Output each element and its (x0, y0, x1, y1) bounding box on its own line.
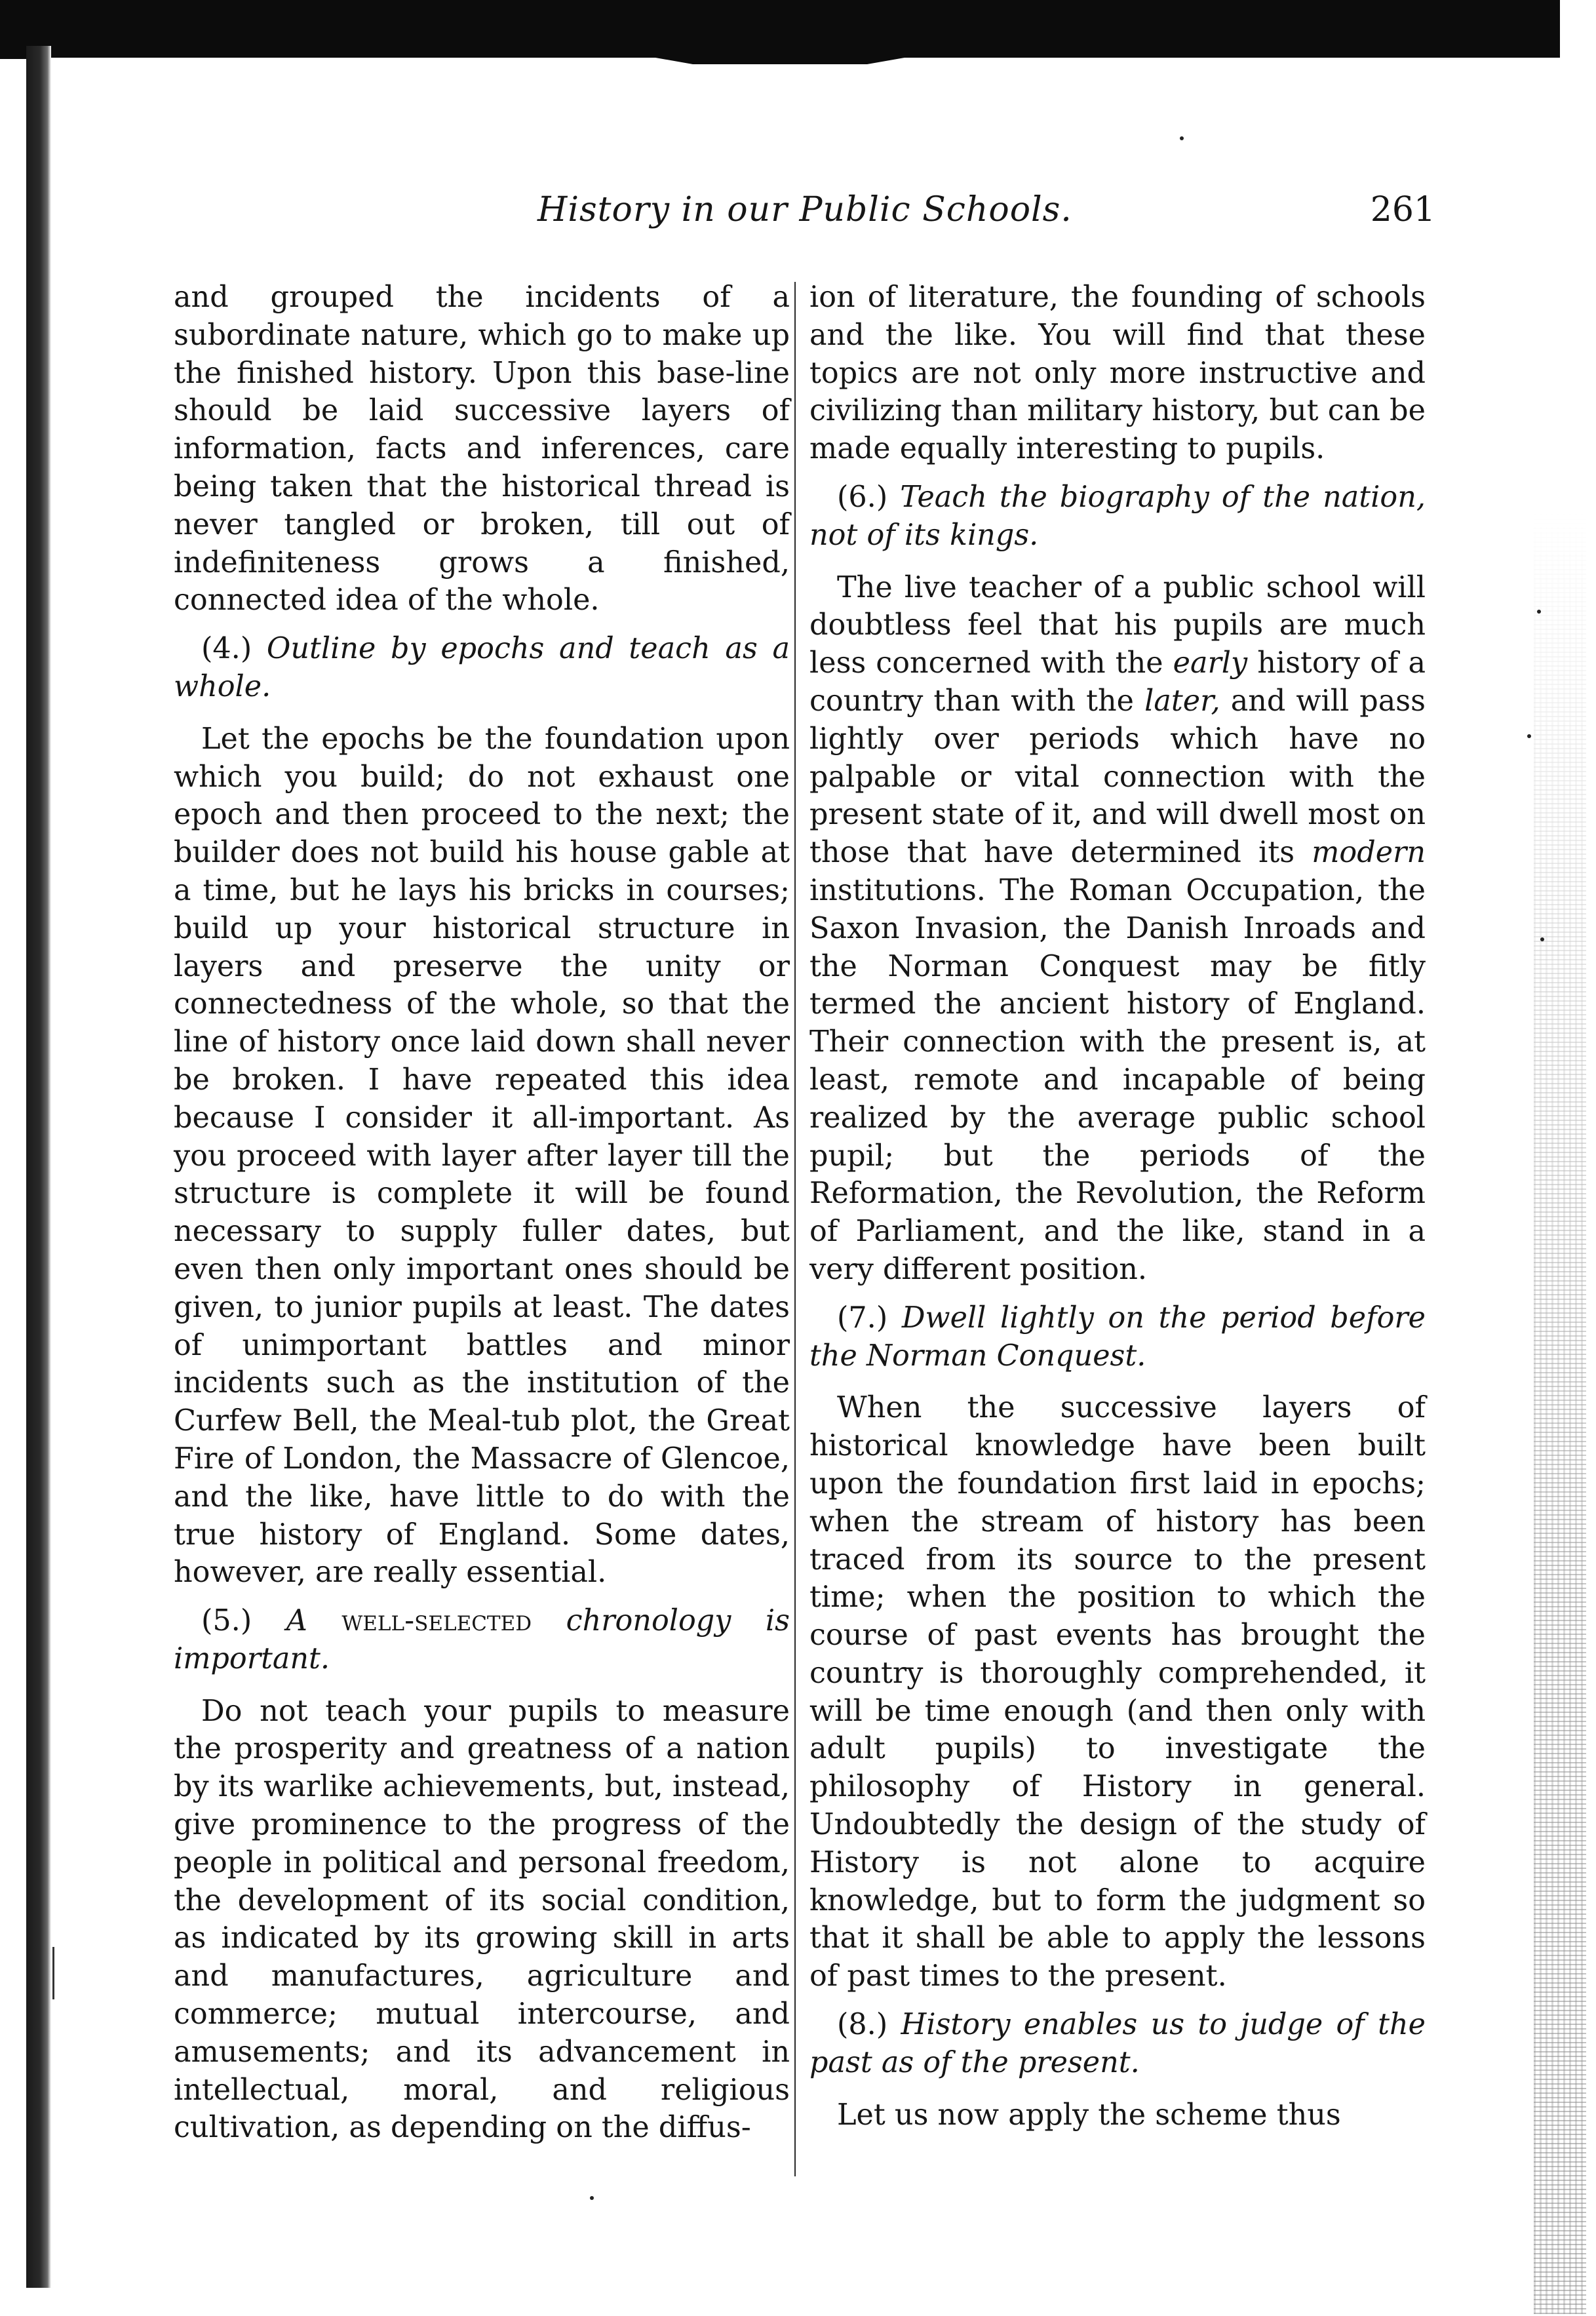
emphasis: early (1173, 646, 1248, 680)
section-number: (7.) (837, 1301, 888, 1335)
section-number: (8.) (837, 2008, 888, 2042)
scan-border-left (26, 46, 51, 2288)
section-title-smallcaps: well-selected (341, 1604, 532, 1638)
scan-speck (1537, 610, 1541, 614)
text-run: institutions. The Roman Occupation, the Saxon Invasion, the Danish Inroads and the Norman Conquest may be fitly termed the ancient history of England. Their connection with the present is, at least, remote and incapable of being realized by the average public school pupil; but the periods of the Reformation, the Revolution, the Reform of Parliament, and the like, stand in a very different position. (809, 873, 1426, 1286)
section-number: (6.) (837, 480, 888, 514)
section-heading-5 (174, 1602, 790, 1678)
section-title: History enables us to judge of the past as of the present. (809, 2008, 1426, 2079)
text-run: The live teacher of a public school will doubtless feel that his pupils are much less concerned with the (809, 570, 1426, 680)
page-number: 261 (1370, 190, 1435, 229)
paragraph: Do not teach your pupils to measure the prosperity and greatness of a nation by its warlike achievements, but, instead, give prominence to the progress of the people in political and personal freedom, the development of its social condition, as indicated by its growing skill in arts and manufactures, agriculture and commerce; mutual intercourse, and amusements; and its advancement in intellectual, moral, and religious cultivation, as depending on the diffus- (174, 1694, 790, 2145)
right-column (809, 279, 1426, 2144)
scan-speck (1180, 136, 1184, 140)
section-title-lead: A (286, 1604, 307, 1638)
section-heading-4 (174, 630, 790, 706)
paragraph: ion of literature, the founding of schools and the like. You will find that these topics are not only more instructive and civilizing than military history, but can be made equally interesting to pupils. (809, 281, 1426, 466)
running-title: History in our Public Schools. (537, 190, 1072, 229)
paragraph: Let us now apply the scheme thus (837, 2098, 1341, 2132)
emphasis: later, (1144, 684, 1220, 718)
column-divider (794, 282, 796, 2176)
section-heading-8 (809, 2006, 1426, 2082)
section-title: chronology is important. (174, 1604, 790, 1676)
paragraph: and grouped the incidents of a subordinate nature, which go to make up the finished history. Upon this base-line should be laid successive layers of information, facts and inferences, care being taken that the historical thread is never tangled or broken, till out of indefiniteness grows a finished, connected idea of the whole. (174, 281, 790, 618)
scan-speck (1540, 937, 1544, 941)
scan-speck (590, 2196, 594, 2200)
section-title: Teach the biography of the nation, not of its kings. (809, 480, 1426, 552)
section-title: Dwell lightly on the period before the Norman Conquest. (809, 1301, 1426, 1373)
section-heading-7 (809, 1299, 1426, 1375)
section-number: (4.) (201, 632, 252, 666)
paragraph: Let the epochs be the foundation upon which you build; do not exhaust one epoch and then proceed to the next; the builder does not build his house gable at a time, but he lays his bricks in courses; build up your historical structure in layers and preserve the unity or connectedness of the whole, so that the line of history once laid down shall never be broken. I have repeated this idea because I consider it all-important. As you proceed with layer after layer till the structure is complete it will be found necessary to supply fuller dates, but even then only important ones should be given, to junior pupils at least. The dates of unimportant battles and minor incidents such as the institution of the Curfew Bell, the Meal-tub plot, the Great Fire of London, the Massacre of Glencoe, and the like, have little to do with the true history of England. Some dates, however, are really essential. (174, 722, 790, 1590)
left-column (174, 279, 790, 2157)
scan-margin-mark (52, 1947, 54, 1999)
scan-border-top (0, 0, 1560, 58)
scan-border-notch (655, 58, 905, 64)
text-run: and will pass lightly over periods which have no palpable or vital connection with the present state of it, and will dwell most on those that have determined its (809, 684, 1426, 870)
emphasis: modern (1312, 836, 1426, 870)
section-number: (5.) (201, 1604, 252, 1638)
paragraph (809, 569, 1426, 1289)
paragraph: When the successive layers of historical knowledge have been built upon the foundation first laid in epochs; when the stream of history has been traced from its source to the present time; when the position to which the course of past events has brought the country is thoroughly comprehended, it will be time enough (and then only with adult pupils) to investigate the philosophy of History in general. Undoubtedly the design of the study of History is not alone to acquire knowledge, but to form the judgment so that it shall be able to apply the lessons of past times to the present. (809, 1391, 1426, 1993)
running-head (157, 190, 1435, 249)
section-heading-6 (809, 479, 1426, 555)
scan-speck (1527, 734, 1531, 738)
scan-edge-noise (1534, 498, 1586, 2314)
text-run: history of a country than with the (809, 646, 1426, 718)
section-title: Outline by epochs and teach as a whole. (174, 632, 790, 703)
